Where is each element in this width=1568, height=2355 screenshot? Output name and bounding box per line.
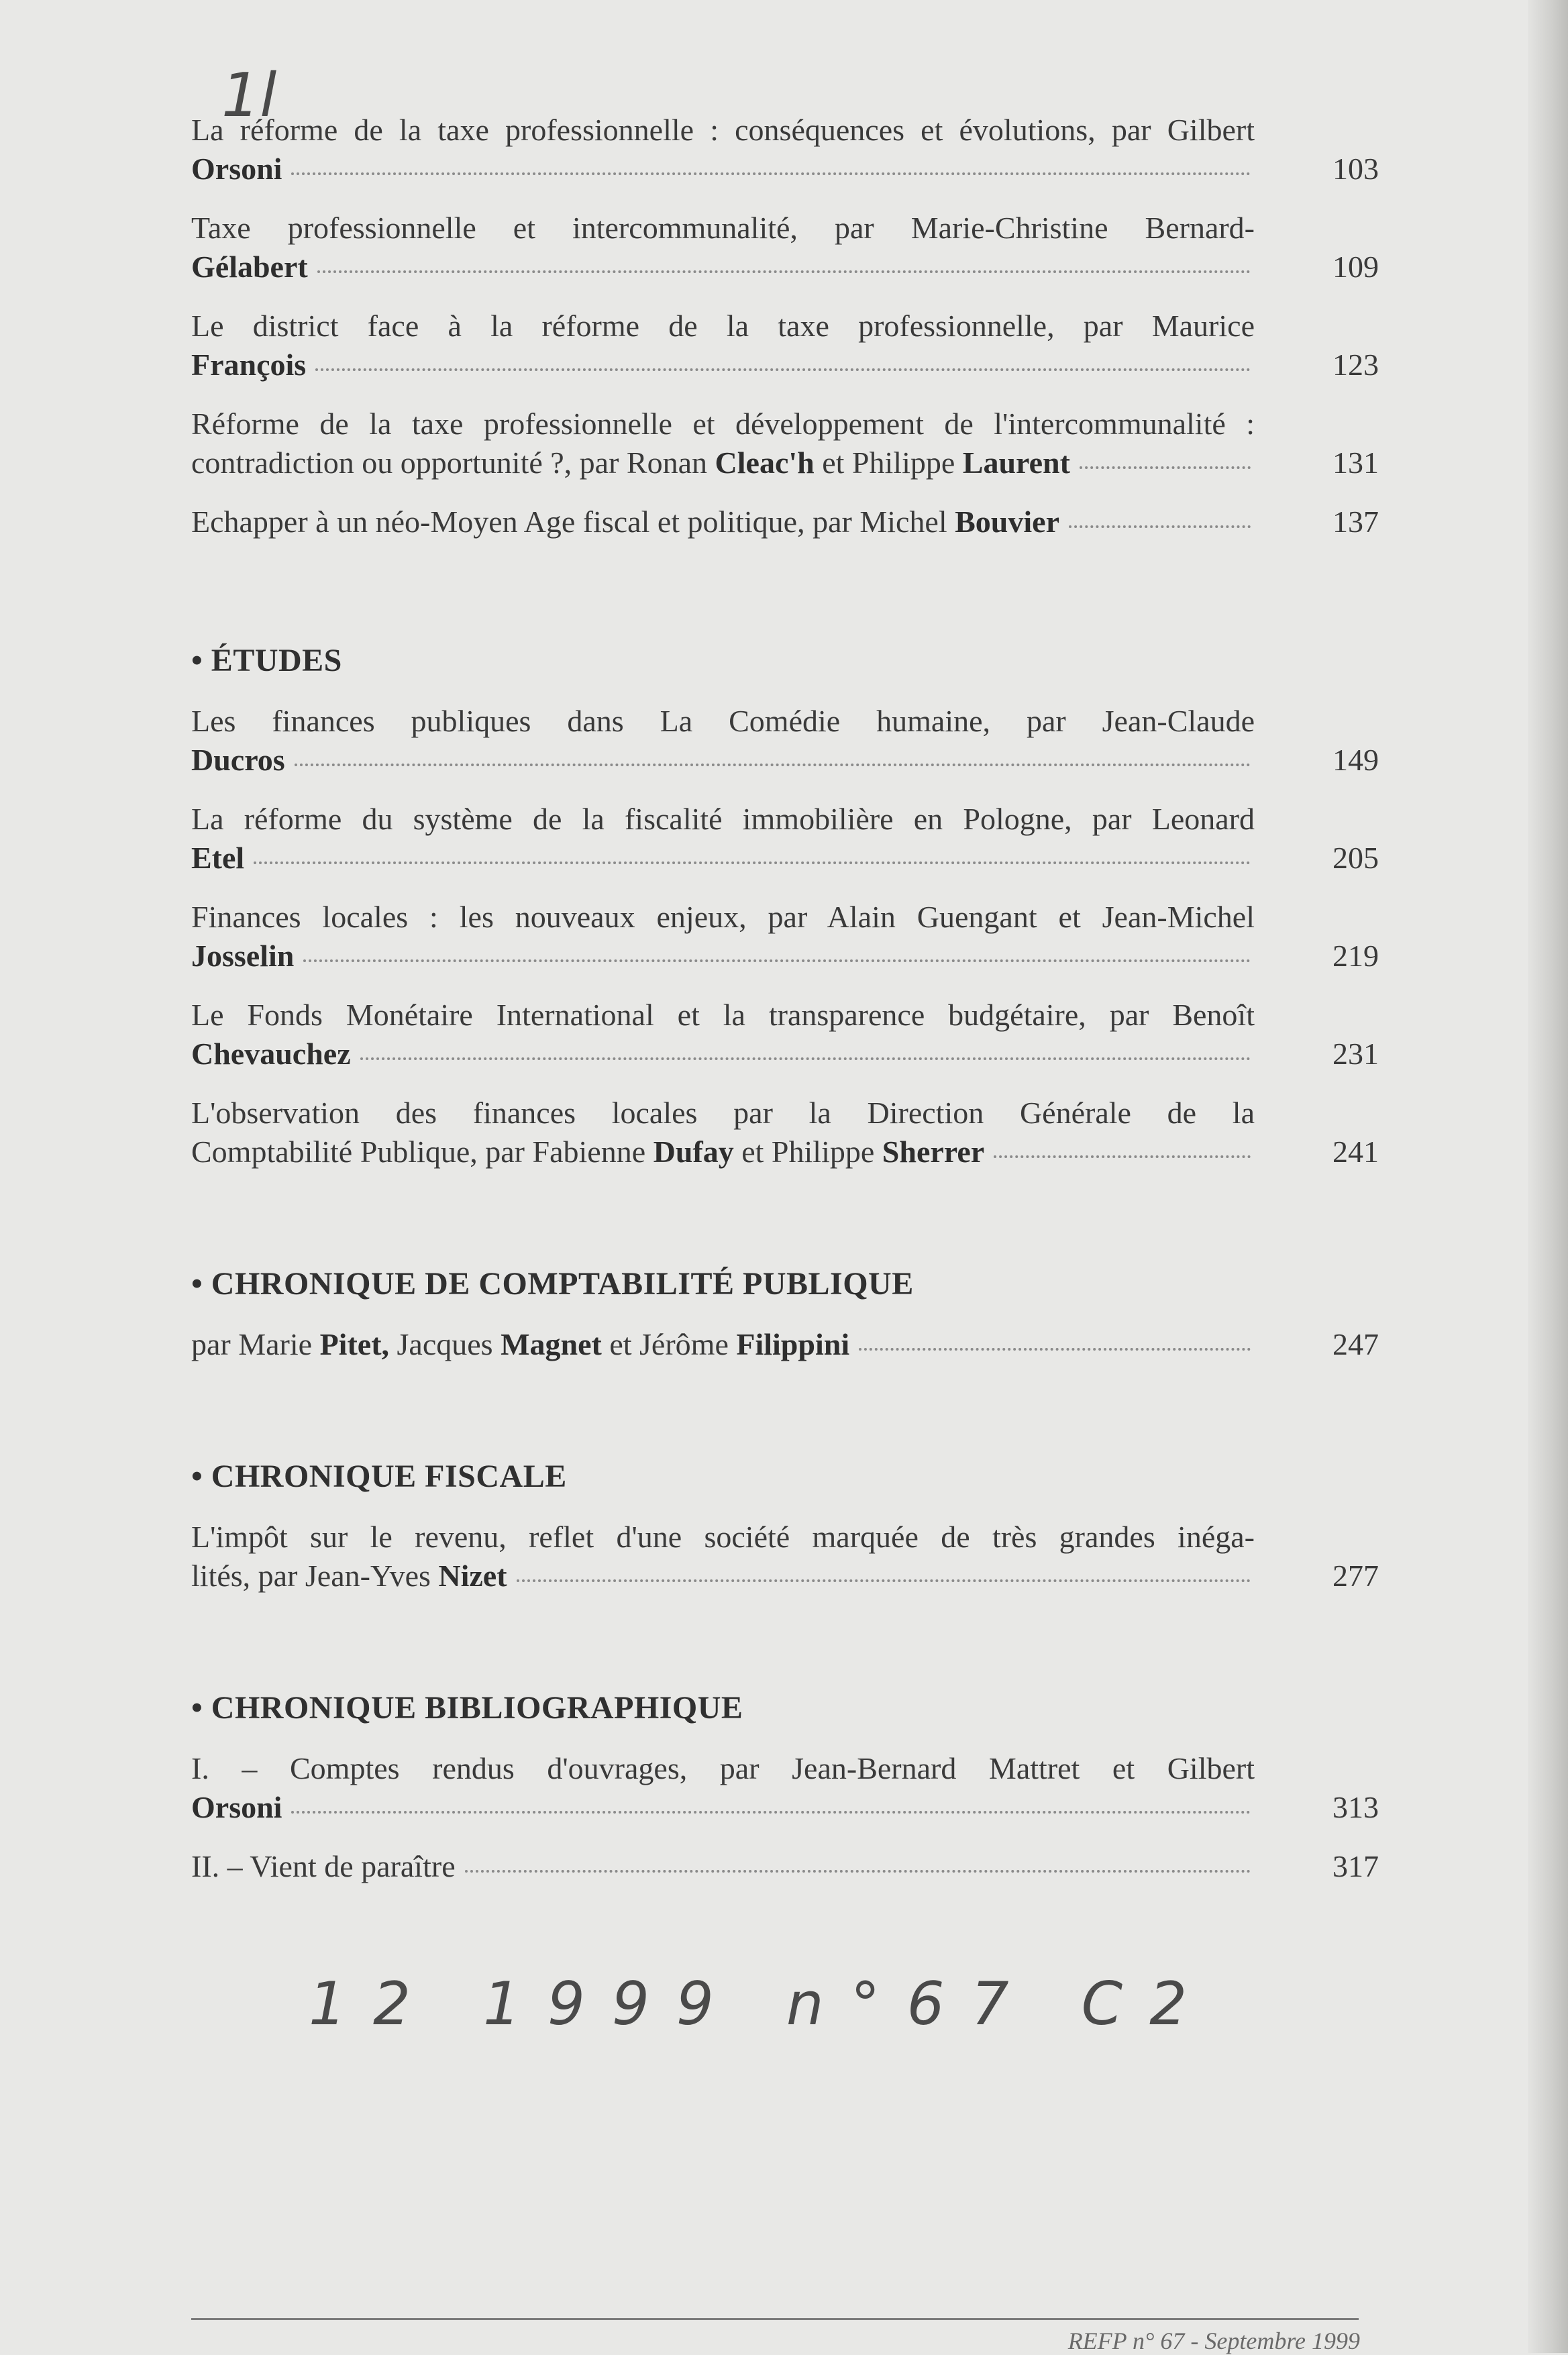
- toc-entry-lastline: [191, 1847, 1255, 1886]
- toc-entry-fragment: contradiction ou opportunité ?, par Ronan: [191, 446, 715, 480]
- toc-entry-fragment: par Marie: [191, 1327, 320, 1361]
- toc-entry-text: [191, 1518, 1255, 1595]
- author-name: Laurent: [962, 446, 1070, 480]
- footer-rule: [191, 2318, 1359, 2320]
- author-name: Nizet: [438, 1559, 507, 1593]
- page-number: 231: [1332, 1037, 1379, 1071]
- author-name: Cleac'h: [715, 446, 815, 480]
- section-title: • ÉTUDES: [191, 643, 342, 678]
- toc-entry-text: [191, 898, 1255, 976]
- toc-entry-lastline: [191, 937, 1255, 976]
- handwritten-code: C2: [1081, 1969, 1214, 2038]
- author-name: Orsoni: [191, 152, 282, 186]
- toc-entry-lastline: [191, 503, 1255, 541]
- toc-entry: [191, 1518, 1379, 1595]
- page-number: 247: [1332, 1327, 1379, 1361]
- toc-entry-lastline: [191, 1557, 1255, 1595]
- author-name: Dufay: [653, 1135, 734, 1169]
- toc-entry-fragment: et Philippe: [733, 1135, 882, 1169]
- toc-entry-text: [191, 111, 1255, 189]
- page-number: 313: [1332, 1790, 1379, 1824]
- dot-leader: [291, 171, 1251, 175]
- toc-entry: [191, 111, 1379, 189]
- toc-entry-line: Finances locales : les nouveaux enjeux, par Alain Guengant et Jean-Michel: [191, 900, 1255, 934]
- toc-entry-fragment: Echapper à un néo-Moyen Age fiscal et politique, par Michel: [191, 505, 955, 539]
- dot-leader: [517, 1578, 1251, 1582]
- toc-entry-fragment: et Jérôme: [601, 1327, 737, 1361]
- dot-leader: [317, 269, 1251, 273]
- section-title: • CHRONIQUE FISCALE: [191, 1459, 567, 1494]
- toc-entry-fragment: et Philippe: [814, 446, 963, 480]
- handwritten-mark-top: 1l: [221, 60, 277, 131]
- toc-entry-line: L'impôt sur le revenu, reflet d'une société marquée de très grandes inéga-: [191, 1520, 1255, 1554]
- toc-entry-text: [191, 1847, 1255, 1886]
- page-number: 109: [1332, 250, 1379, 284]
- toc-entry-line: Taxe professionnelle et intercommunalité, par Marie-Christine Bernard-: [191, 211, 1255, 245]
- page-number: 103: [1332, 152, 1379, 186]
- toc-entry: [191, 996, 1379, 1074]
- toc-entry-text: [191, 503, 1255, 541]
- toc-entry-lastline: [191, 839, 1255, 878]
- toc-entry-line: I. – Comptes rendus d'ouvrages, par Jean-Bernard Mattret et Gilbert: [191, 1751, 1255, 1785]
- table-of-contents: [191, 111, 1379, 1906]
- dot-leader: [360, 1056, 1251, 1060]
- toc-entry-text: [191, 800, 1255, 878]
- author-name: Etel: [191, 841, 245, 875]
- toc-entry-fragment: Jacques: [389, 1327, 501, 1361]
- toc-entry: [191, 800, 1379, 878]
- section-title: • CHRONIQUE DE COMPTABILITÉ PUBLIQUE: [191, 1266, 914, 1302]
- page-number: 149: [1332, 743, 1379, 777]
- author-name: Pitet,: [319, 1327, 390, 1361]
- toc-entry: [191, 1847, 1379, 1886]
- author-name: Ducros: [191, 743, 285, 777]
- toc-entry-lastline: [191, 1325, 1255, 1364]
- toc-entry-lastline: [191, 346, 1255, 384]
- toc-entry: [191, 1749, 1379, 1827]
- page-number: 219: [1332, 939, 1379, 973]
- toc-entry: [191, 702, 1379, 780]
- dot-leader: [254, 860, 1251, 864]
- dot-leader: [303, 958, 1251, 962]
- page-number: 131: [1332, 446, 1379, 480]
- toc-entry: [191, 405, 1379, 482]
- toc-entry-lastline: [191, 1788, 1255, 1827]
- dot-leader: [859, 1347, 1251, 1351]
- dot-leader: [295, 762, 1251, 766]
- page-number: 123: [1332, 348, 1379, 382]
- page-number: 205: [1332, 841, 1379, 875]
- toc-entry-lastline: [191, 443, 1255, 482]
- toc-entry-text: [191, 405, 1255, 482]
- toc-entry-text: [191, 1325, 1255, 1364]
- toc-entry-lastline: [191, 248, 1255, 286]
- toc-entry: [191, 307, 1379, 384]
- page-number: 317: [1332, 1849, 1379, 1883]
- toc-entry-text: [191, 702, 1255, 780]
- toc-entry-fragment: Comptabilité Publique, par Fabienne: [191, 1135, 654, 1169]
- section-title: • CHRONIQUE BIBLIOGRAPHIQUE: [191, 1690, 743, 1726]
- author-name: Sherrer: [882, 1135, 985, 1169]
- toc-entry-text: [191, 1094, 1255, 1171]
- toc-entry-line: Réforme de la taxe professionnelle et développement de l'intercommunalité :: [191, 407, 1255, 441]
- author-name: Josselin: [191, 939, 295, 973]
- toc-entry-text: [191, 209, 1255, 286]
- dot-leader: [291, 1810, 1251, 1814]
- toc-entry-line: Le Fonds Monétaire International et la transparence budgétaire, par Benoît: [191, 998, 1255, 1032]
- page-footer: REFP n° 67 - Septembre 1999: [1067, 2327, 1360, 2354]
- handwritten-issue: n°67: [786, 1969, 1036, 2038]
- author-name: Filippini: [736, 1327, 850, 1361]
- toc-entry: [191, 1094, 1379, 1171]
- author-name: François: [191, 348, 307, 382]
- author-name: Magnet: [501, 1327, 602, 1361]
- dot-leader: [994, 1154, 1251, 1158]
- toc-entry: [191, 898, 1379, 976]
- author-name: Gélabert: [191, 250, 308, 284]
- page-edge-shadow: [1528, 0, 1568, 2353]
- toc-entry-lastline: [191, 741, 1255, 780]
- dot-leader: [315, 367, 1251, 371]
- toc-entry-lastline: [191, 1133, 1255, 1171]
- page-number: 277: [1332, 1559, 1379, 1593]
- toc-entry-lastline: [191, 150, 1255, 189]
- handwritten-note: 12: [309, 1969, 437, 2038]
- toc-entry-fragment: II. – Vient de paraître: [191, 1849, 456, 1883]
- author-name: Orsoni: [191, 1790, 282, 1824]
- page-number: 137: [1332, 505, 1379, 539]
- toc-entry: [191, 503, 1379, 541]
- dot-leader: [1069, 524, 1251, 528]
- toc-entry-line: La réforme de la taxe professionnelle : conséquences et évolutions, par Gilbert: [191, 113, 1255, 147]
- handwritten-annotation-bottom: [309, 1969, 1214, 2038]
- toc-entry-line: L'observation des finances locales par la Direction Générale de la: [191, 1096, 1255, 1130]
- toc-entry-line: Les finances publiques dans La Comédie humaine, par Jean-Claude: [191, 704, 1255, 738]
- toc-entry-text: [191, 996, 1255, 1074]
- author-name: Bouvier: [955, 505, 1060, 539]
- page-number: 241: [1332, 1135, 1379, 1169]
- toc-entry-line: La réforme du système de la fiscalité immobilière en Pologne, par Leonard: [191, 802, 1255, 836]
- toc-entry-text: [191, 307, 1255, 384]
- dot-leader: [465, 1869, 1251, 1873]
- toc-entry-text: [191, 1749, 1255, 1827]
- dot-leader: [1080, 465, 1251, 469]
- toc-entry-lastline: [191, 1035, 1255, 1074]
- toc-entry: [191, 209, 1379, 286]
- toc-entry-fragment: lités, par Jean-Yves: [191, 1559, 439, 1593]
- toc-entry-line: Le district face à la réforme de la taxe professionnelle, par Maurice: [191, 309, 1255, 343]
- handwritten-year: 1999: [482, 1969, 741, 2038]
- author-name: Chevauchez: [191, 1037, 351, 1071]
- toc-entry: [191, 1325, 1379, 1364]
